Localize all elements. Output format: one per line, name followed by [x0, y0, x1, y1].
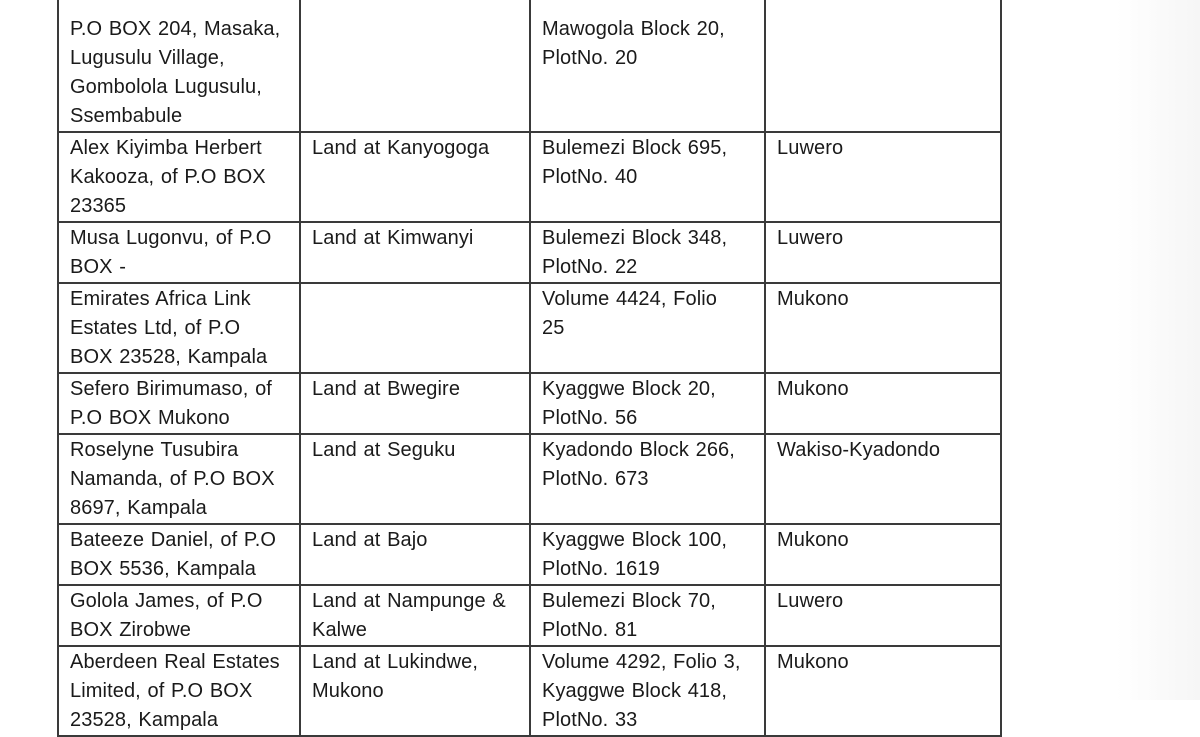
cell-text-line: Mukono [777, 651, 849, 673]
cell-text-line: Limited, of P.O BOX [70, 680, 253, 702]
land-register-body [58, 0, 1001, 736]
cell-text-line: Land at Nampunge & [312, 590, 506, 612]
cell-text-line: PlotNo. 40 [542, 166, 638, 188]
cell-text-line: Bulemezi Block 695, [542, 137, 728, 159]
cell-text-line: 23365 [70, 195, 127, 217]
block-plot-cell [530, 524, 765, 585]
cell-text-line: Kalwe [312, 619, 367, 641]
district-cell [765, 646, 1001, 736]
block-plot-cell [530, 0, 765, 132]
cell-text-line: P.O BOX 204, Masaka, [70, 18, 281, 40]
description-cell [300, 434, 530, 524]
description-cell [300, 132, 530, 222]
cell-text-line: P.O BOX Mukono [70, 407, 230, 429]
district-cell [765, 524, 1001, 585]
cell-text-line: 8697, Kampala [70, 497, 207, 519]
block-plot-cell [530, 373, 765, 434]
table-row [58, 524, 1001, 585]
district-cell [765, 132, 1001, 222]
cell-text-line [312, 285, 519, 314]
block-plot-cell [530, 132, 765, 222]
owner-cell [58, 373, 300, 434]
description-cell [300, 222, 530, 283]
cell-text-line: Estates Ltd, of P.O [70, 317, 241, 339]
table-row [58, 373, 1001, 434]
cell-text-line: Emirates Africa Link [70, 288, 251, 310]
cell-text-line: PlotNo. 33 [542, 709, 638, 731]
district-cell [765, 283, 1001, 373]
description-cell [300, 646, 530, 736]
cell-text-line: 23528, Kampala [70, 709, 219, 731]
cell-text-line: Kyadondo Block 266, [542, 439, 735, 461]
cell-text-line: Land at Lukindwe, [312, 651, 479, 673]
cell-text-line: Land at Bwegire [312, 378, 461, 400]
cell-text-line: Land at Bajo [312, 529, 428, 551]
cell-text-line: Alex Kiyimba Herbert [70, 137, 262, 159]
cell-text-line: Mawogola Block 20, [542, 18, 725, 40]
cell-text-line: BOX - [70, 256, 126, 278]
cell-text-line: Land at Kanyogoga [312, 137, 490, 159]
cell-text-line: Volume 4424, Folio [542, 288, 718, 310]
district-cell [765, 585, 1001, 646]
cell-text-line: Bateeze Daniel, of P.O [70, 529, 277, 551]
cell-text-line: Wakiso-Kyadondo [777, 439, 941, 461]
district-cell [765, 434, 1001, 524]
cell-text-line: PlotNo. 56 [542, 407, 638, 429]
cell-text-line: Luwero [777, 137, 844, 159]
block-plot-cell [530, 434, 765, 524]
cell-text-line: Gombolola Lugusulu, [70, 76, 262, 98]
table-row [58, 222, 1001, 283]
cell-text-line: Luwero [777, 227, 844, 249]
cell-text-line: Luwero [777, 590, 844, 612]
cell-text-line [70, 0, 289, 15]
cell-text-line [542, 0, 754, 15]
owner-cell [58, 132, 300, 222]
cell-text-line: Bulemezi Block 348, [542, 227, 728, 249]
block-plot-cell [530, 585, 765, 646]
owner-cell [58, 222, 300, 283]
district-cell [765, 222, 1001, 283]
owner-cell [58, 524, 300, 585]
cell-text-line: Mukono [777, 288, 849, 310]
cell-text-line: BOX 5536, Kampala [70, 558, 257, 580]
description-cell [300, 585, 530, 646]
description-cell [300, 283, 530, 373]
cell-text-line [777, 0, 990, 15]
cell-text-line: Kakooza, of P.O BOX [70, 166, 266, 188]
cell-text-line: Mukono [777, 529, 849, 551]
cell-text-line: BOX 23528, Kampala [70, 346, 268, 368]
owner-cell [58, 646, 300, 736]
table-row [58, 434, 1001, 524]
block-plot-cell [530, 222, 765, 283]
description-cell [300, 524, 530, 585]
cell-text-line: Volume 4292, Folio 3, [542, 651, 741, 673]
owner-cell [58, 585, 300, 646]
district-cell [765, 0, 1001, 132]
description-cell [300, 0, 530, 132]
cell-text-line: Roselyne Tusubira [70, 439, 239, 461]
cell-text-line: PlotNo. 22 [542, 256, 638, 278]
cell-text-line: Kyaggwe Block 418, [542, 680, 728, 702]
district-cell [765, 373, 1001, 434]
block-plot-cell [530, 283, 765, 373]
cell-text-line: Musa Lugonvu, of P.O [70, 227, 272, 249]
cell-text-line: Land at Kimwanyi [312, 227, 474, 249]
land-register-table [57, 0, 1002, 737]
cell-text-line: Sefero Birimumaso, of [70, 378, 272, 400]
cell-text-line: Ssembabule [70, 105, 183, 127]
cell-text-line: PlotNo. 673 [542, 468, 649, 490]
cell-text-line: 25 [542, 317, 565, 339]
cell-text-line: Lugusulu Village, [70, 47, 225, 69]
cell-text-line: Kyaggwe Block 100, [542, 529, 728, 551]
cell-text-line: Golola James, of P.O [70, 590, 263, 612]
cell-text-line: BOX Zirobwe [70, 619, 192, 641]
cell-text-line: Mukono [777, 378, 849, 400]
cell-text-line: PlotNo. 20 [542, 47, 638, 69]
owner-cell [58, 283, 300, 373]
cell-text-line: Mukono [312, 680, 384, 702]
cell-text-line [312, 0, 519, 15]
cell-text-line: Bulemezi Block 70, [542, 590, 716, 612]
table-row [58, 132, 1001, 222]
cell-text-line: PlotNo. 1619 [542, 558, 660, 580]
cell-text-line: PlotNo. 81 [542, 619, 638, 641]
owner-cell [58, 434, 300, 524]
block-plot-cell [530, 646, 765, 736]
cell-text-line: Namanda, of P.O BOX [70, 468, 275, 490]
cell-text-line: Land at Seguku [312, 439, 456, 461]
cell-text-line: Kyaggwe Block 20, [542, 378, 716, 400]
table-row [58, 283, 1001, 373]
owner-cell [58, 0, 300, 132]
table-row [58, 585, 1001, 646]
table-row [58, 646, 1001, 736]
table-row [58, 0, 1001, 132]
cell-text-line: Aberdeen Real Estates [70, 651, 280, 673]
description-cell [300, 373, 530, 434]
